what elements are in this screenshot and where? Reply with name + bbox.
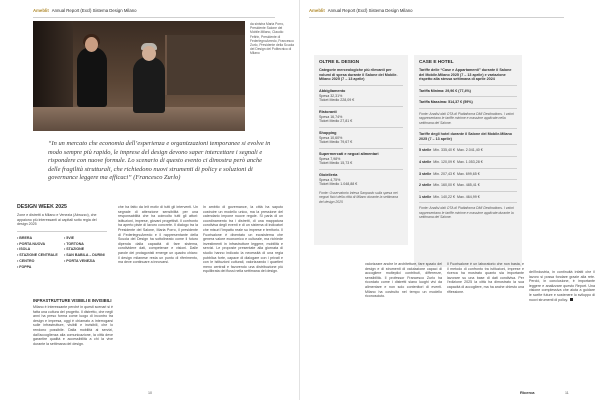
header-brand: Ameblit bbox=[309, 8, 325, 13]
body-column-2: che ha fatto da leit motiv di tutti gli interventi. Un segnale di attenzione sensibilità per una responsabilità che ha coinvolto tutti gli attori: istituzioni, imprese, giovani progettisti. Il confronto ha aperto piste di lavoro concrete. Il dialogo tra la Presidente del Salone, Maria Porro, il presidente di FederlegnoArredo e il rappresentante della Scuola del Design ha sottolineato come il futuro dipenda dalla capacità di fare sistema, condividere dati, competenze e visioni. Dalle parole dei protagonisti emerge un quadro chiaro: il design milanese resta un punto di riferimento, ma deve continuare a innovarsi. bbox=[118, 205, 198, 265]
star-rate-row: 4 stelle Min. 120,09 € Max. 1.053,28 € bbox=[419, 159, 483, 164]
box-subtitle: Categorie merceologiche più rilevanti per volumi di spesa durante il Salone del Mobile. Milano 2025 (7 – 13 aprile) bbox=[319, 68, 398, 82]
right-page bbox=[300, 0, 600, 400]
zone-item: • CENTRO bbox=[17, 258, 35, 263]
body-column-3: In ambito di governance, la città ha saputo costruire un modello unico, ma la pressione del calendario impone nuove regole. Si parla di un coordinamento tra i distretti, di una mappatura condivisa degli eventi e di un sistema di indicatori che misuri l’impatto reale su imprese e territorio. Il Fuorisalone è diventato un ecosistema che genera valore economico e culturale, ma richiede investimenti in infrastrutture leggere, mobilità e servizi. Le proposte presentate alla giornata di studio hanno indicato la necessità di una regia pubblica forte, capace di dialogare con i privati e con le istituzioni culturali, valorizzando i quartieri meno centrali e favorendo una distribuzione più equilibrata dei flussi nella settimana del design. bbox=[203, 205, 283, 274]
header-title: Annual Report (Excl) Sistema Design Milano bbox=[51, 8, 137, 13]
category-item: Abbigliamento Spesa 32,31% Ticket Medio 228,09 € bbox=[319, 88, 355, 103]
category-item: Ristoranti Spesa 16,74% Ticket Medio 27,81 € bbox=[319, 109, 353, 124]
speaker-figure bbox=[133, 57, 165, 113]
box-subtitle: Tariffe degli hotel durante il Salone del Mobile.Milano 2025 (7 – 13 aprile) bbox=[419, 132, 512, 141]
header-rule bbox=[33, 17, 275, 18]
source-note: Fonte: Osservatorio Intesa Sanpaolo sulla spesa nei negozi fisici della città di Milano durante la settimana del design 2025 bbox=[319, 190, 398, 204]
source-note: Fonte: Analisi dati OTA di Piattaforma DMI Destinations. I valori rappresentano le tariffe minime e massime applicate nella settimana del Salone. bbox=[419, 111, 514, 125]
end-of-article-mark bbox=[570, 298, 573, 301]
body-column-1: valorizzare anche le architetture, fare spazio del design e di strumenti di valutazione capaci di accogliere molteplici contributi, differenze, sensibilità. Il professor Francesco Zurlo ha ricordato come i distretti siano luoghi vivi da alimentare e non solo contenitori di eventi. Milano ha costruito nel tempo un modello riconosciuto. bbox=[365, 262, 442, 299]
infrastructure-section bbox=[33, 298, 113, 346]
homes-hotels-box bbox=[414, 55, 522, 267]
speaker-figure bbox=[77, 47, 107, 107]
source-note: Fonte: Analisi dati OTA di Piattaforma DMI Destinations. I valori rappresentano le tariffe minime e massime applicate durante la settimana del Salone. bbox=[419, 206, 514, 220]
design-week-description: Zone e distretti a Milano e Venezia (Abruzzo), che appaiono più interessanti ai capitali sotto regia del design 2025 bbox=[17, 213, 97, 227]
design-week-title: DESIGN WEEK 2025 bbox=[17, 204, 67, 210]
zone-item: • 5VIE bbox=[64, 235, 75, 240]
zone-item: • SAN BABILA – DURINI bbox=[64, 253, 105, 258]
header-rule bbox=[309, 17, 564, 18]
header-title: Annual Report (Excl) Sistema Design Milano bbox=[327, 8, 413, 13]
zone-item: • PORTA NUOVA bbox=[17, 241, 46, 246]
design-week-box bbox=[17, 204, 107, 270]
category-item: Supermercati e negozi alimentari Spesa 7,98% Ticket Medio 15,73 € bbox=[319, 151, 379, 166]
beyond-design-box bbox=[314, 55, 408, 245]
zone-item: • PORTA VENEZIA bbox=[64, 258, 96, 263]
zone-item: • STAZIONE CENTRALE bbox=[17, 253, 58, 258]
page-number: 11 bbox=[565, 391, 569, 395]
right-running-header bbox=[309, 8, 413, 13]
zone-item: • FOPPA bbox=[17, 264, 32, 269]
header-brand: Ameblit bbox=[33, 8, 49, 13]
star-rate-row: 5 stelle Min. 335,40 € Max. 2.041,40 € bbox=[419, 148, 483, 153]
section-heading: INFRASTRUTTURE VISIBILI E INVISIBILI bbox=[33, 298, 112, 303]
box-subtitle: Tariffe delle “Case e Appartamenti” durante il Salone del Mobile.Milano 2025 (7 – 13 aprile) e variazione rispetto alla stessa settimana di aprile 2024 bbox=[419, 68, 512, 82]
zone-item: • BRERA bbox=[17, 235, 33, 240]
box-title: OLTRE IL DESIGN bbox=[319, 59, 360, 64]
zone-item: • ISOLA bbox=[17, 247, 31, 252]
min-rate: Tariffa Minima: 29,96 € (77,4%) bbox=[419, 88, 471, 93]
star-rate-row: 1 stelle Min. 140,22 € Max. 464,99 € bbox=[419, 194, 480, 199]
body-column-3: dell’industria, in continuità infatti che il lavoro si possa fondare grazie alla rete. Perciò, in conclusione, è importante leggere e analizzare questo Report. Una visione complessiva che aiuta a guidare le scelte future e sostenere lo sviluppo di nuovi strumenti di policy. bbox=[529, 270, 595, 302]
star-rate-row: 3 stelle Min. 207,43 € Max. 699,65 € bbox=[419, 171, 480, 176]
speakers-photo bbox=[33, 21, 245, 131]
box-title: CASE E HOTEL bbox=[419, 59, 454, 64]
zone-item: • TORTONA bbox=[64, 241, 84, 246]
zone-item: • STAZIONE bbox=[64, 247, 85, 252]
star-rate-row: 2 stelle Min. 160,00 € Max. 485,41 € bbox=[419, 183, 480, 188]
footer-brand: Ricerca bbox=[520, 390, 535, 395]
page-number: 10 bbox=[148, 391, 152, 395]
category-item: Shopping Spesa 10,60% Ticket Medio 79,67 € bbox=[319, 130, 353, 145]
section-body: Milano è interessante perché in questi scenari si è fatta una cultura del progetto. Il distretto, che negli anni ha preso forma come luogo di incontro tra design e impresa, oggi è chiamato a interrogarsi sulle infrastrutture, visibili e invisibili, che lo rendono possibile. Dalla mobilità ai servizi, dall’accoglienza alla comunicazione, la città deve garantire qualità e accessibilità a chi la vive durante la settimana del design. bbox=[33, 305, 113, 346]
body-column-2: Il Fuorisalone è un laboratorio che non basta, e il metodo di confronto tra istituzioni, imprese e ricerca ha mostrato quanto sia importante lavorare su una base di dati condivisa. Per l’edizione 2025 la città ha dimostrato la sua capacità di accogliere, ma ha anche chiesto una riflessione. bbox=[447, 262, 524, 294]
pull-quote: “In un mercato che economia dell’esperienza e organizzazioni temporanee si evolve in modo sempre più rapido, le imprese del design devono saper intercettare i segnali e rispondere con nuove formule. Lo scenario di questo evento ci dimostra però anche delle fragilità strutturali, che richiedono nuovi strumenti di policy e soluzioni di governance leggere ma efficaci” (Francesco Zurlo) bbox=[48, 140, 271, 182]
left-running-header bbox=[33, 8, 137, 13]
max-rate: Tariffa Massima: 514,37 € (59%) bbox=[419, 100, 473, 105]
photo-caption: da sinistra Maria Porro, Presidente Salone del Mobile.Milano, Claudio Feltrin, Presidente di FederlegnoArredo, Francesco Zurlo, Presidente della Scuola del Design del Politecnico di Milano bbox=[250, 22, 294, 56]
category-item: Gioielleria Spesa 4,75% Ticket Medio 1.048,88 € bbox=[319, 172, 358, 187]
zones-list bbox=[17, 236, 107, 270]
